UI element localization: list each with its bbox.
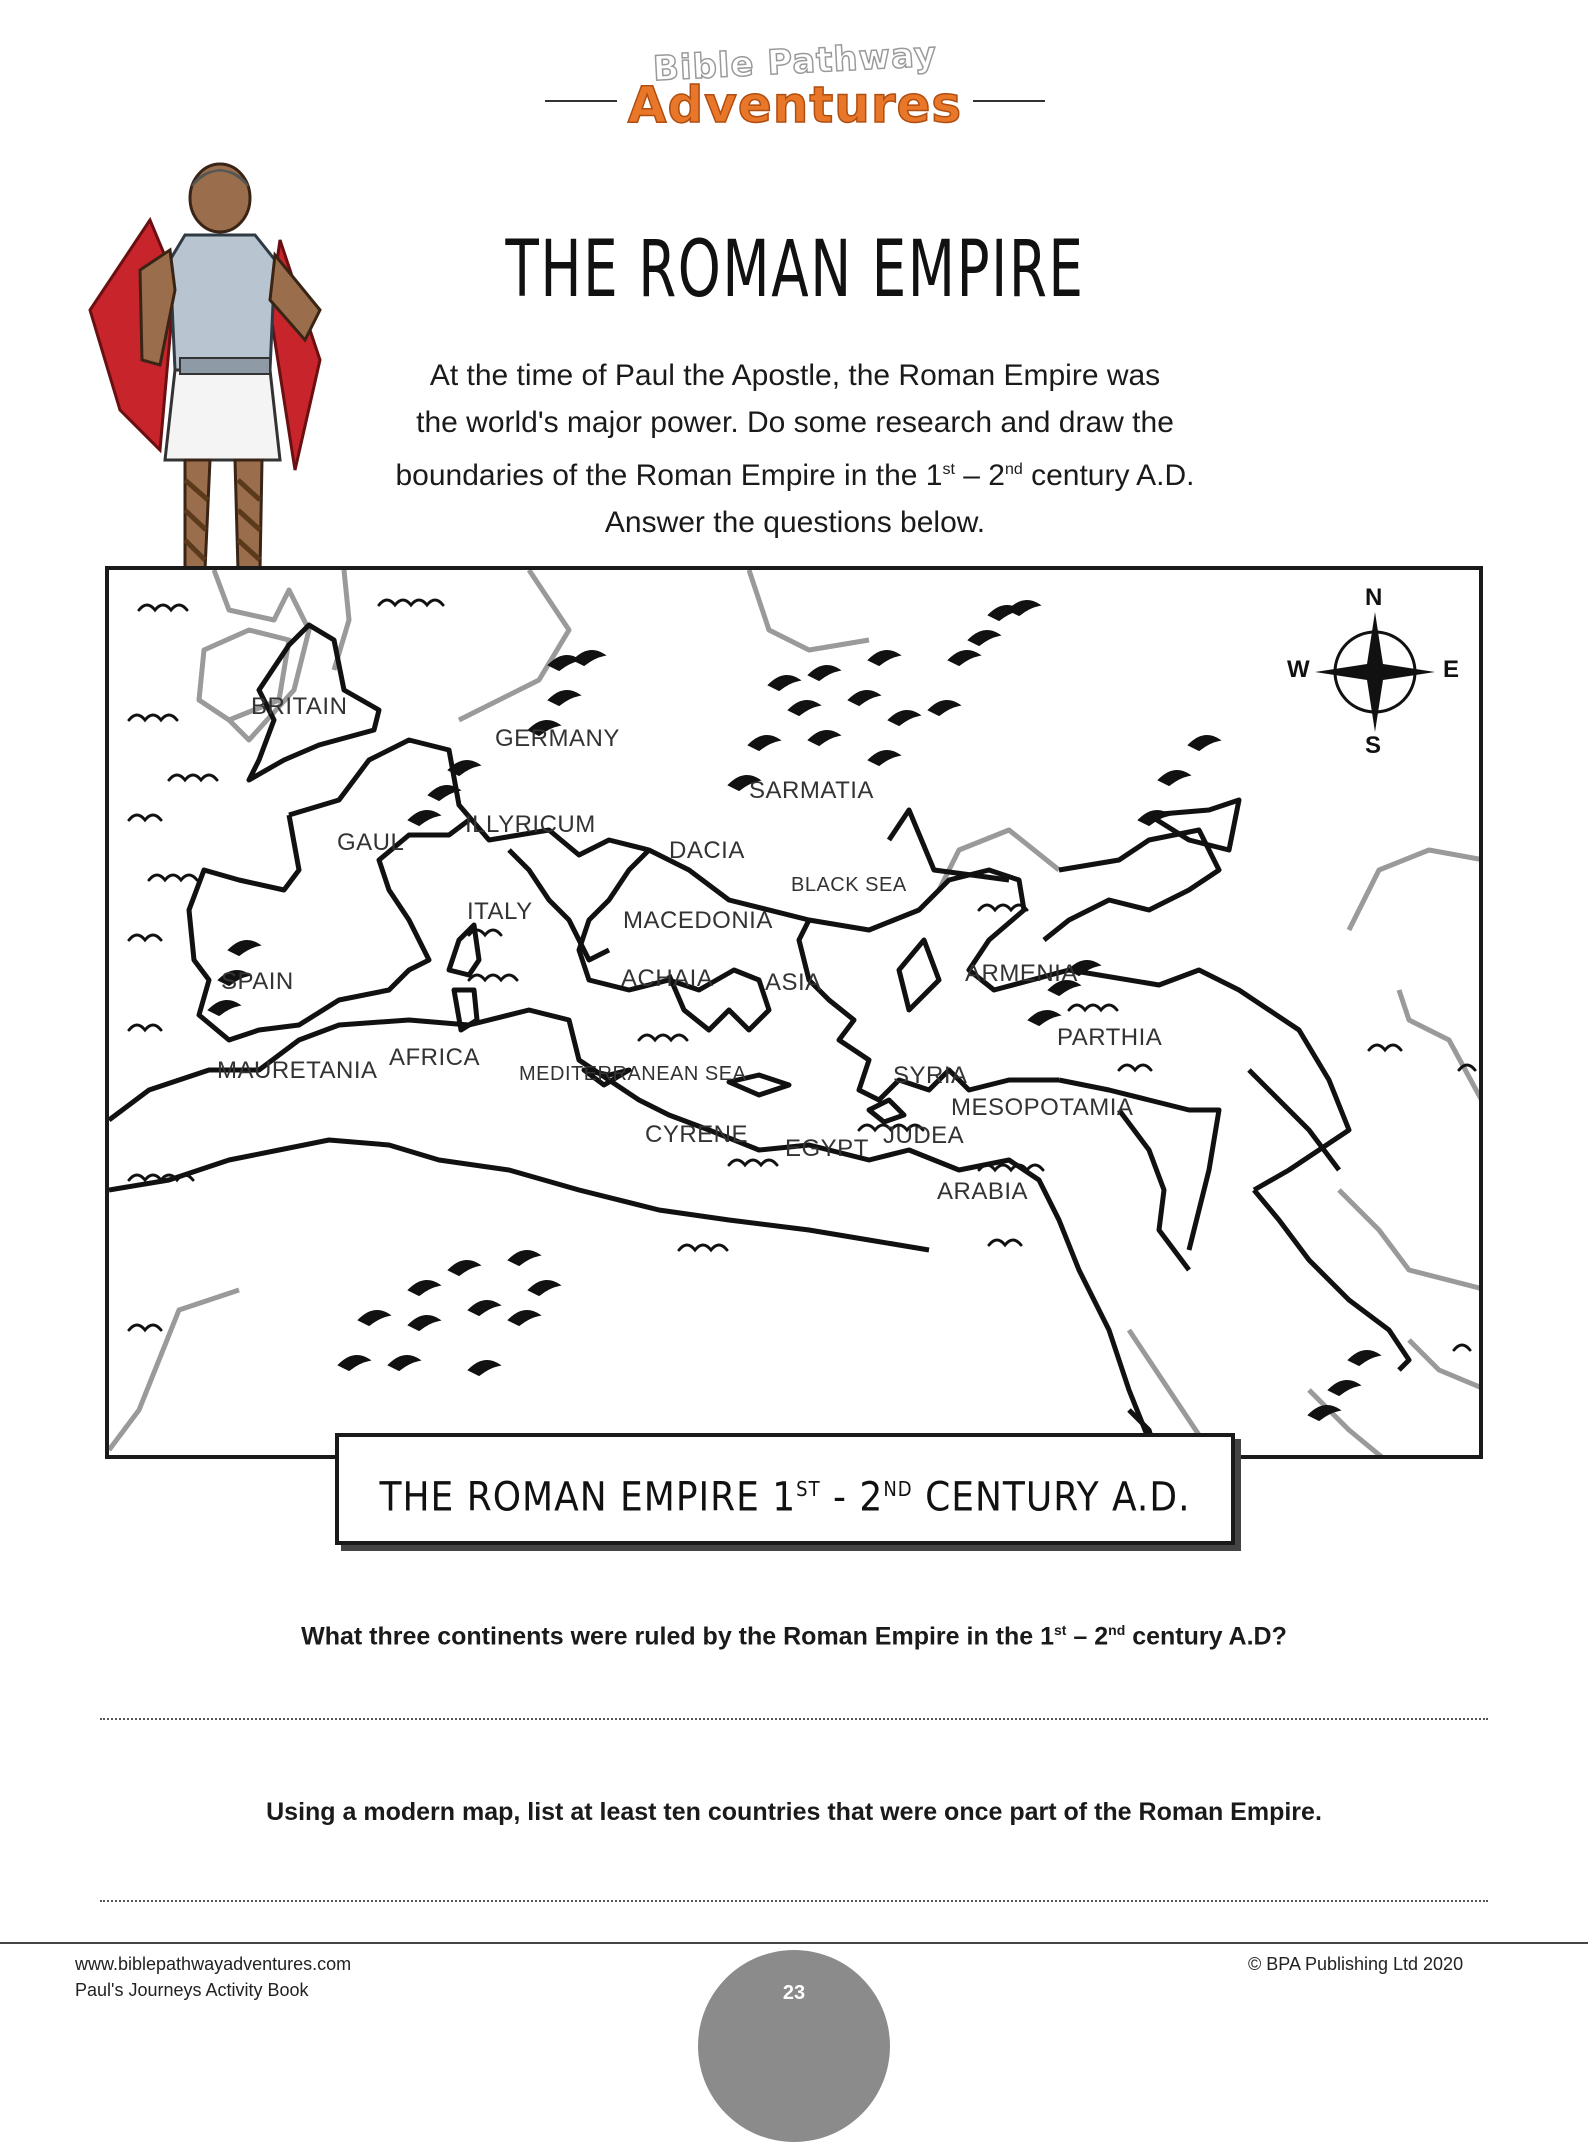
intro-text xyxy=(320,352,1270,546)
map-label-achaia: ACHAIA xyxy=(621,965,714,992)
question-1-c: century A.D? xyxy=(1125,1622,1287,1651)
logo-line-2: Adventures xyxy=(627,76,963,134)
intro-line-3-b: – 2 xyxy=(954,459,1005,492)
roman-soldier-illustration xyxy=(80,160,350,600)
map-label-italy: ITALY xyxy=(467,898,533,925)
logo-rule-right xyxy=(973,100,1045,102)
mountain-marks xyxy=(209,601,1382,1420)
map-label-syria: SYRIA xyxy=(893,1062,968,1089)
publisher-logo xyxy=(545,34,1045,150)
map-label-spain: SPAIN xyxy=(221,968,294,995)
compass-north: N xyxy=(1365,584,1383,611)
question-1-a: What three continents were ruled by the Roman Empire in the 1 xyxy=(301,1622,1055,1651)
intro-line-1: At the time of Paul the Apostle, the Roman Empire was xyxy=(429,359,1161,392)
footer-divider xyxy=(0,1942,1588,1944)
question-1-sup-1: st xyxy=(1054,1622,1067,1638)
answer-line-1[interactable] xyxy=(100,1718,1488,1720)
map-label-africa: AFRICA xyxy=(389,1044,481,1071)
compass-south: S xyxy=(1365,732,1382,759)
caption-b: - 2 xyxy=(820,1474,884,1521)
map-label-arabia: ARABIA xyxy=(937,1178,1029,1205)
intro-line-4: Answer the questions below. xyxy=(604,506,986,539)
logo-line-1: Bible Pathway xyxy=(651,34,939,90)
intro-sup-1: st xyxy=(942,461,955,478)
map-label-mediterranean-sea: MEDITERRANEAN SEA xyxy=(519,1063,747,1085)
caption-a: THE ROMAN EMPIRE 1 xyxy=(379,1474,797,1521)
compass-east: E xyxy=(1443,656,1460,683)
intro-line-3-a: boundaries of the Roman Empire in the 1 xyxy=(395,459,943,492)
map-label-mauretania: MAURETANIA xyxy=(217,1057,378,1084)
question-countries: Using a modern map, list at least ten countries that were once part of the Roman Empire. xyxy=(266,1798,1322,1826)
question-1-sup-2: nd xyxy=(1108,1622,1126,1638)
logo-rule-left xyxy=(545,100,617,102)
caption-sup-1: ST xyxy=(796,1477,821,1501)
question-continents xyxy=(100,1622,1488,1651)
map-caption xyxy=(335,1433,1235,1545)
map-label-gaul: GAUL xyxy=(337,829,405,856)
caption-c: CENTURY A.D. xyxy=(912,1474,1191,1521)
page-title: THE ROMAN EMPIRE xyxy=(505,225,1085,315)
map-label-macedonia: MACEDONIA xyxy=(623,907,773,934)
page-number-badge xyxy=(698,1950,890,2142)
roman-empire-map[interactable] xyxy=(105,566,1483,1459)
compass-rose-graphic xyxy=(1315,612,1435,732)
intro-line-3 xyxy=(320,446,1270,499)
answer-line-2[interactable] xyxy=(100,1900,1488,1902)
intro-sup-2: nd xyxy=(1004,461,1023,478)
map-label-germany: GERMANY xyxy=(495,725,620,752)
footer-book-title: Paul's Journeys Activity Book xyxy=(75,1980,309,2000)
compass-west: W xyxy=(1287,656,1310,683)
map-label-egypt: EGYPT xyxy=(785,1135,869,1162)
footer-website: www.biblepathwayadventures.com xyxy=(75,1954,352,1974)
map-label-parthia: PARTHIA xyxy=(1057,1024,1163,1051)
map-label-britain: BRITAIN xyxy=(251,693,348,720)
map-label-judea: JUDEA xyxy=(883,1122,965,1149)
map-label-illyricum: ILLYRICUM xyxy=(465,811,596,838)
map-label-cyrene: CYRENE xyxy=(645,1121,749,1148)
map-label-sarmatia: SARMATIA xyxy=(749,777,874,804)
map-label-asia: ASIA xyxy=(765,969,822,996)
intro-line-3-c: century A.D. xyxy=(1022,459,1195,492)
intro-line-2: the world's major power. Do some research and draw the xyxy=(416,406,1174,439)
map-label-mesopotamia: MESOPOTAMIA xyxy=(951,1094,1134,1121)
question-1-b: – 2 xyxy=(1066,1622,1109,1651)
footer-copyright: © BPA Publishing Ltd 2020 xyxy=(1248,1954,1464,1974)
page-number: 23 xyxy=(782,1982,806,2004)
caption-sup-2: ND xyxy=(883,1477,913,1501)
map-label-armenia: ARMENIA xyxy=(965,960,1078,987)
map-label-dacia: DACIA xyxy=(669,837,745,864)
map-label-black-sea: BLACK SEA xyxy=(791,874,907,896)
